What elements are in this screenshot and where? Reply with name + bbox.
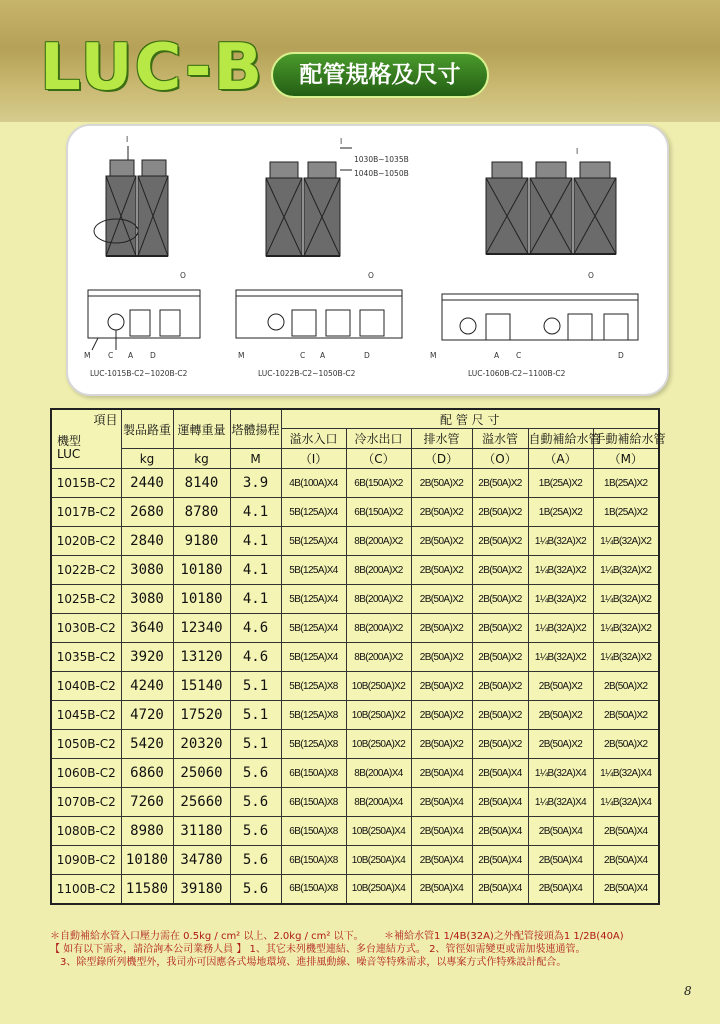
- pipe-size-cell: 2B(50A)X2: [472, 643, 528, 672]
- pipe-size-cell: 2B(50A)X4: [593, 846, 659, 875]
- spec-table-body: [51, 469, 659, 904]
- model-cell: 1100B-C2: [51, 875, 121, 904]
- pipe-size-cell: 6B(150A)X2: [346, 498, 411, 527]
- callout-d-1: D: [150, 351, 156, 360]
- pipe-size-cell: 10B(250A)X2: [346, 730, 411, 759]
- table-row: [51, 643, 659, 672]
- table-row: [51, 846, 659, 875]
- table-row: [51, 788, 659, 817]
- value-cell: 5.6: [230, 759, 281, 788]
- table-row: [51, 556, 659, 585]
- model-cell: 1017B-C2: [51, 498, 121, 527]
- note-line-2: 【 如有以下需求，請洽詢本公司業務人員 】 1、其它未列機型連結、多台連結方式。 2、管徑如需變更或需加裝連通管。: [50, 944, 586, 955]
- pipe-size-cell: 8B(200A)X4: [346, 788, 411, 817]
- value-cell: 4.1: [230, 556, 281, 585]
- pipe-size-cell: 2B(50A)X4: [411, 846, 472, 875]
- pipe-size-cell: 10B(250A)X2: [346, 701, 411, 730]
- pipe-size-cell: 1¼B(32A)X2: [528, 643, 593, 672]
- callout-m-2: M: [238, 351, 245, 360]
- pipe-code-cell: （A）: [528, 449, 593, 469]
- value-cell: 4.6: [230, 614, 281, 643]
- pipe-size-cell: 1¼B(32A)X2: [593, 614, 659, 643]
- pipe-size-cell: 1B(25A)X2: [528, 469, 593, 498]
- pipe-col-header: 冷水出口: [346, 429, 411, 449]
- model-cell: 1080B-C2: [51, 817, 121, 846]
- pipe-size-cell: 2B(50A)X2: [411, 556, 472, 585]
- value-cell: 5420: [121, 730, 173, 759]
- pipe-size-cell: 2B(50A)X4: [472, 759, 528, 788]
- pipe-size-cell: 2B(50A)X2: [472, 469, 528, 498]
- section-title: 配管規格及尺寸: [271, 52, 489, 98]
- value-cell: 7260: [121, 788, 173, 817]
- pipe-size-cell: 6B(150A)X2: [346, 469, 411, 498]
- pipe-size-cell: 10B(250A)X4: [346, 817, 411, 846]
- pipe-size-cell: 2B(50A)X2: [528, 701, 593, 730]
- value-cell: 3080: [121, 556, 173, 585]
- unit-cell: kg: [121, 449, 173, 469]
- pipe-size-cell: 10B(250A)X4: [346, 875, 411, 904]
- model-cell: 1022B-C2: [51, 556, 121, 585]
- pipe-size-cell: 10B(250A)X4: [346, 846, 411, 875]
- value-cell: 13120: [173, 643, 230, 672]
- model-cell: 1045B-C2: [51, 701, 121, 730]
- pipe-size-cell: 2B(50A)X2: [411, 730, 472, 759]
- pipe-size-cell: 2B(50A)X4: [472, 788, 528, 817]
- model-cell: 1090B-C2: [51, 846, 121, 875]
- value-cell: 5.1: [230, 701, 281, 730]
- model-cell: 1040B-C2: [51, 672, 121, 701]
- pipe-size-cell: 1¼B(32A)X4: [593, 788, 659, 817]
- note-line-1: [50, 930, 690, 943]
- model-cell: 1050B-C2: [51, 730, 121, 759]
- tower-drawing-medium: [266, 148, 352, 256]
- value-cell: 8980: [121, 817, 173, 846]
- value-cell: 2680: [121, 498, 173, 527]
- pipe-size-cell: 6B(150A)X8: [281, 817, 346, 846]
- basin-drawing-2: [236, 290, 402, 338]
- pipe-size-cell: 5B(125A)X8: [281, 701, 346, 730]
- pipe-size-cell: 2B(50A)X4: [528, 875, 593, 904]
- pipe-size-cell: 2B(50A)X4: [528, 846, 593, 875]
- pipe-code-cell: （M）: [593, 449, 659, 469]
- table-row: [51, 759, 659, 788]
- pipe-code-cell: （C）: [346, 449, 411, 469]
- pipe-size-cell: 2B(50A)X4: [411, 875, 472, 904]
- unit-row: [51, 449, 659, 469]
- value-cell: 4720: [121, 701, 173, 730]
- pipe-size-cell: 2B(50A)X2: [411, 614, 472, 643]
- pipe-size-cell: 1¼B(32A)X2: [528, 556, 593, 585]
- pipe-size-cell: 1¼B(32A)X2: [593, 585, 659, 614]
- callout-a-3: A: [494, 351, 500, 360]
- value-cell: 4.1: [230, 527, 281, 556]
- note-line-3: 3、除型錄所列機型外，我司亦可因應各式場地環境、進排風動線、噪音等特殊需求，以專案方式作特殊設計配合。: [60, 957, 567, 968]
- value-cell: 2840: [121, 527, 173, 556]
- table-row: [51, 585, 659, 614]
- callout-d-3: D: [618, 351, 624, 360]
- pipe-size-cell: 2B(50A)X2: [528, 730, 593, 759]
- value-cell: 17520: [173, 701, 230, 730]
- callout-d-2: D: [364, 351, 370, 360]
- value-cell: 10180: [173, 556, 230, 585]
- value-cell: 5.1: [230, 672, 281, 701]
- value-cell: 25060: [173, 759, 230, 788]
- pipe-size-cell: 6B(150A)X8: [281, 759, 346, 788]
- piping-diagram-panel: [66, 124, 669, 396]
- header-type: [57, 435, 81, 461]
- pipe-size-cell: 8B(200A)X2: [346, 556, 411, 585]
- pipe-size-cell: 1¼B(32A)X2: [593, 556, 659, 585]
- callout-m-3: M: [430, 351, 437, 360]
- value-cell: 10180: [173, 585, 230, 614]
- table-row: [51, 875, 659, 904]
- pipe-size-cell: 8B(200A)X2: [346, 614, 411, 643]
- caption-3: LUC-1060B-C2~1100B-C2: [468, 369, 566, 378]
- pipe-size-cell: 2B(50A)X4: [528, 817, 593, 846]
- pipe-size-cell: 8B(200A)X2: [346, 643, 411, 672]
- pipe-size-cell: 5B(125A)X4: [281, 614, 346, 643]
- header-item: 項目: [93, 413, 118, 427]
- callout-c-3: C: [516, 351, 522, 360]
- value-cell: 5.6: [230, 788, 281, 817]
- callout-a-2: A: [320, 351, 326, 360]
- pipe-size-cell: 2B(50A)X2: [411, 585, 472, 614]
- table-row: [51, 469, 659, 498]
- pipe-size-cell: 1¼B(32A)X4: [528, 788, 593, 817]
- pipe-size-cell: 2B(50A)X2: [411, 469, 472, 498]
- pipe-size-cell: 2B(50A)X4: [593, 875, 659, 904]
- callout-o-3: O: [588, 271, 594, 280]
- page-number: 8: [684, 984, 692, 998]
- pipe-size-cell: 5B(125A)X8: [281, 730, 346, 759]
- table-row: [51, 498, 659, 527]
- model-cell: 1030B-C2: [51, 614, 121, 643]
- model-range-note-1: 1030B~1035B: [354, 155, 409, 164]
- value-cell: 4240: [121, 672, 173, 701]
- pipe-size-cell: 2B(50A)X2: [472, 701, 528, 730]
- piping-spec-table: [50, 408, 666, 905]
- pipe-size-cell: 2B(50A)X2: [593, 672, 659, 701]
- callout-i-1: I: [126, 135, 129, 144]
- pipe-size-cell: 2B(50A)X2: [472, 527, 528, 556]
- table-row: [51, 701, 659, 730]
- pipe-code-cell: （D）: [411, 449, 472, 469]
- value-cell: 5.1: [230, 730, 281, 759]
- pipe-size-cell: 10B(250A)X2: [346, 672, 411, 701]
- piping-drawings: [68, 126, 671, 398]
- value-cell: 15140: [173, 672, 230, 701]
- item-type-header-cell: [51, 409, 121, 469]
- pipe-code-cell: （O）: [472, 449, 528, 469]
- table-row: [51, 672, 659, 701]
- pipe-size-cell: 5B(125A)X4: [281, 527, 346, 556]
- pipe-size-cell: 2B(50A)X2: [472, 556, 528, 585]
- pipe-size-cell: 8B(200A)X4: [346, 759, 411, 788]
- value-cell: 3920: [121, 643, 173, 672]
- callout-a-1: A: [128, 351, 134, 360]
- table-row: [51, 730, 659, 759]
- pipe-size-cell: 1¼B(32A)X4: [593, 759, 659, 788]
- model-cell: 1070B-C2: [51, 788, 121, 817]
- callout-c-1: C: [108, 351, 114, 360]
- pipe-col-header: 溢水入口: [281, 429, 346, 449]
- basin-drawing-3: [442, 294, 638, 340]
- unit-cell: kg: [173, 449, 230, 469]
- value-cell: 4.6: [230, 643, 281, 672]
- tower-drawing-small: [94, 146, 168, 256]
- pipe-size-cell: 5B(125A)X4: [281, 643, 346, 672]
- pipe-size-cell: 1B(25A)X2: [593, 469, 659, 498]
- callout-o-1: O: [180, 271, 186, 280]
- pipe-size-cell: 2B(50A)X2: [472, 614, 528, 643]
- pipe-size-cell: 2B(50A)X2: [593, 701, 659, 730]
- header-type-line1: 機型: [57, 434, 82, 448]
- value-cell: 8140: [173, 469, 230, 498]
- pipe-size-cell: 5B(125A)X4: [281, 585, 346, 614]
- callout-i-2: I: [340, 137, 343, 146]
- piping-group-header: 配 管 尺 寸: [281, 409, 659, 429]
- pipe-size-cell: 2B(50A)X4: [593, 817, 659, 846]
- pipe-size-cell: 2B(50A)X2: [472, 672, 528, 701]
- model-cell: 1025B-C2: [51, 585, 121, 614]
- value-cell: 4.1: [230, 585, 281, 614]
- pipe-size-cell: 1¼B(32A)X4: [528, 759, 593, 788]
- table-row: [51, 614, 659, 643]
- pipe-size-cell: 2B(50A)X4: [411, 788, 472, 817]
- caption-2: LUC-1022B-C2~1050B-C2: [258, 369, 356, 378]
- value-cell: 39180: [173, 875, 230, 904]
- value-cell: 3080: [121, 585, 173, 614]
- pipe-size-cell: 2B(50A)X2: [472, 498, 528, 527]
- value-cell: 34780: [173, 846, 230, 875]
- footnotes: [50, 930, 690, 969]
- header-type-line2: LUC: [57, 447, 81, 461]
- table-row: [51, 527, 659, 556]
- brand-title: LUC-B: [40, 31, 265, 105]
- value-cell: 5.6: [230, 817, 281, 846]
- pipe-size-cell: 2B(50A)X2: [593, 730, 659, 759]
- pipe-size-cell: 1¼B(32A)X2: [528, 585, 593, 614]
- model-cell: 1035B-C2: [51, 643, 121, 672]
- pipe-size-cell: 2B(50A)X2: [411, 527, 472, 556]
- pipe-size-cell: 2B(50A)X2: [411, 643, 472, 672]
- pipe-col-header: 溢水管: [472, 429, 528, 449]
- pipe-size-cell: 2B(50A)X4: [472, 846, 528, 875]
- note-fitting: ＊補給水管1 1/4B(32A)之外配管接頭為1 1/2B(40A): [383, 931, 624, 942]
- pipe-size-cell: 2B(50A)X2: [472, 585, 528, 614]
- value-cell: 3.9: [230, 469, 281, 498]
- value-cell: 2440: [121, 469, 173, 498]
- col-weight-net: 製品路重: [121, 409, 173, 449]
- pipe-size-cell: 5B(125A)X8: [281, 672, 346, 701]
- pipe-size-cell: 1¼B(32A)X2: [528, 614, 593, 643]
- pipe-size-cell: 1B(25A)X2: [528, 498, 593, 527]
- callout-i-3: I: [576, 147, 579, 156]
- pipe-size-cell: 5B(125A)X4: [281, 556, 346, 585]
- pipe-size-cell: 5B(125A)X4: [281, 498, 346, 527]
- value-cell: 12340: [173, 614, 230, 643]
- model-range-note-2: 1040B~1050B: [354, 169, 409, 178]
- pipe-size-cell: 1¼B(32A)X2: [528, 527, 593, 556]
- pipe-col-header: 手動補給水管: [593, 429, 659, 449]
- note-pressure: ＊自動補給水管入口壓力需在 0.5kg / cm² 以上、2.0kg / cm² 以下。: [50, 931, 364, 942]
- model-cell: 1060B-C2: [51, 759, 121, 788]
- pipe-size-cell: 1¼B(32A)X2: [593, 643, 659, 672]
- pipe-size-cell: 2B(50A)X2: [411, 498, 472, 527]
- pipe-size-cell: 1¼B(32A)X2: [593, 527, 659, 556]
- col-weight-run: 運轉重量: [173, 409, 230, 449]
- callout-c-2: C: [300, 351, 306, 360]
- value-cell: 8780: [173, 498, 230, 527]
- pipe-size-cell: 2B(50A)X4: [472, 817, 528, 846]
- pipe-size-cell: 2B(50A)X4: [472, 875, 528, 904]
- callout-o-2: O: [368, 271, 374, 280]
- pipe-col-header: 排水管: [411, 429, 472, 449]
- pipe-col-header: 自動補給水管: [528, 429, 593, 449]
- value-cell: 5.6: [230, 875, 281, 904]
- value-cell: 9180: [173, 527, 230, 556]
- pipe-size-cell: 6B(150A)X8: [281, 788, 346, 817]
- value-cell: 25660: [173, 788, 230, 817]
- value-cell: 5.6: [230, 846, 281, 875]
- pipe-size-cell: 4B(100A)X4: [281, 469, 346, 498]
- pipe-size-cell: 2B(50A)X4: [411, 817, 472, 846]
- model-cell: 1015B-C2: [51, 469, 121, 498]
- value-cell: 6860: [121, 759, 173, 788]
- value-cell: 3640: [121, 614, 173, 643]
- unit-cell: M: [230, 449, 281, 469]
- value-cell: 31180: [173, 817, 230, 846]
- value-cell: 20320: [173, 730, 230, 759]
- tower-drawing-large: [486, 162, 616, 254]
- value-cell: 11580: [121, 875, 173, 904]
- value-cell: 10180: [121, 846, 173, 875]
- caption-1: LUC-1015B-C2~1020B-C2: [90, 369, 188, 378]
- pipe-size-cell: 6B(150A)X8: [281, 875, 346, 904]
- col-lift: 塔體揚程: [230, 409, 281, 449]
- pipe-size-cell: 2B(50A)X2: [411, 701, 472, 730]
- pipe-size-cell: 2B(50A)X4: [411, 759, 472, 788]
- pipe-size-cell: 2B(50A)X2: [528, 672, 593, 701]
- callout-m-1: M: [84, 351, 91, 360]
- value-cell: 4.1: [230, 498, 281, 527]
- pipe-size-cell: 8B(200A)X2: [346, 527, 411, 556]
- pipe-size-cell: 6B(150A)X8: [281, 846, 346, 875]
- table-row: [51, 817, 659, 846]
- basin-drawing-1: [88, 290, 200, 350]
- pipe-size-cell: 2B(50A)X2: [472, 730, 528, 759]
- pipe-size-cell: 2B(50A)X2: [411, 672, 472, 701]
- pipe-size-cell: 1B(25A)X2: [593, 498, 659, 527]
- pipe-code-cell: （I）: [281, 449, 346, 469]
- pipe-size-cell: 8B(200A)X2: [346, 585, 411, 614]
- model-cell: 1020B-C2: [51, 527, 121, 556]
